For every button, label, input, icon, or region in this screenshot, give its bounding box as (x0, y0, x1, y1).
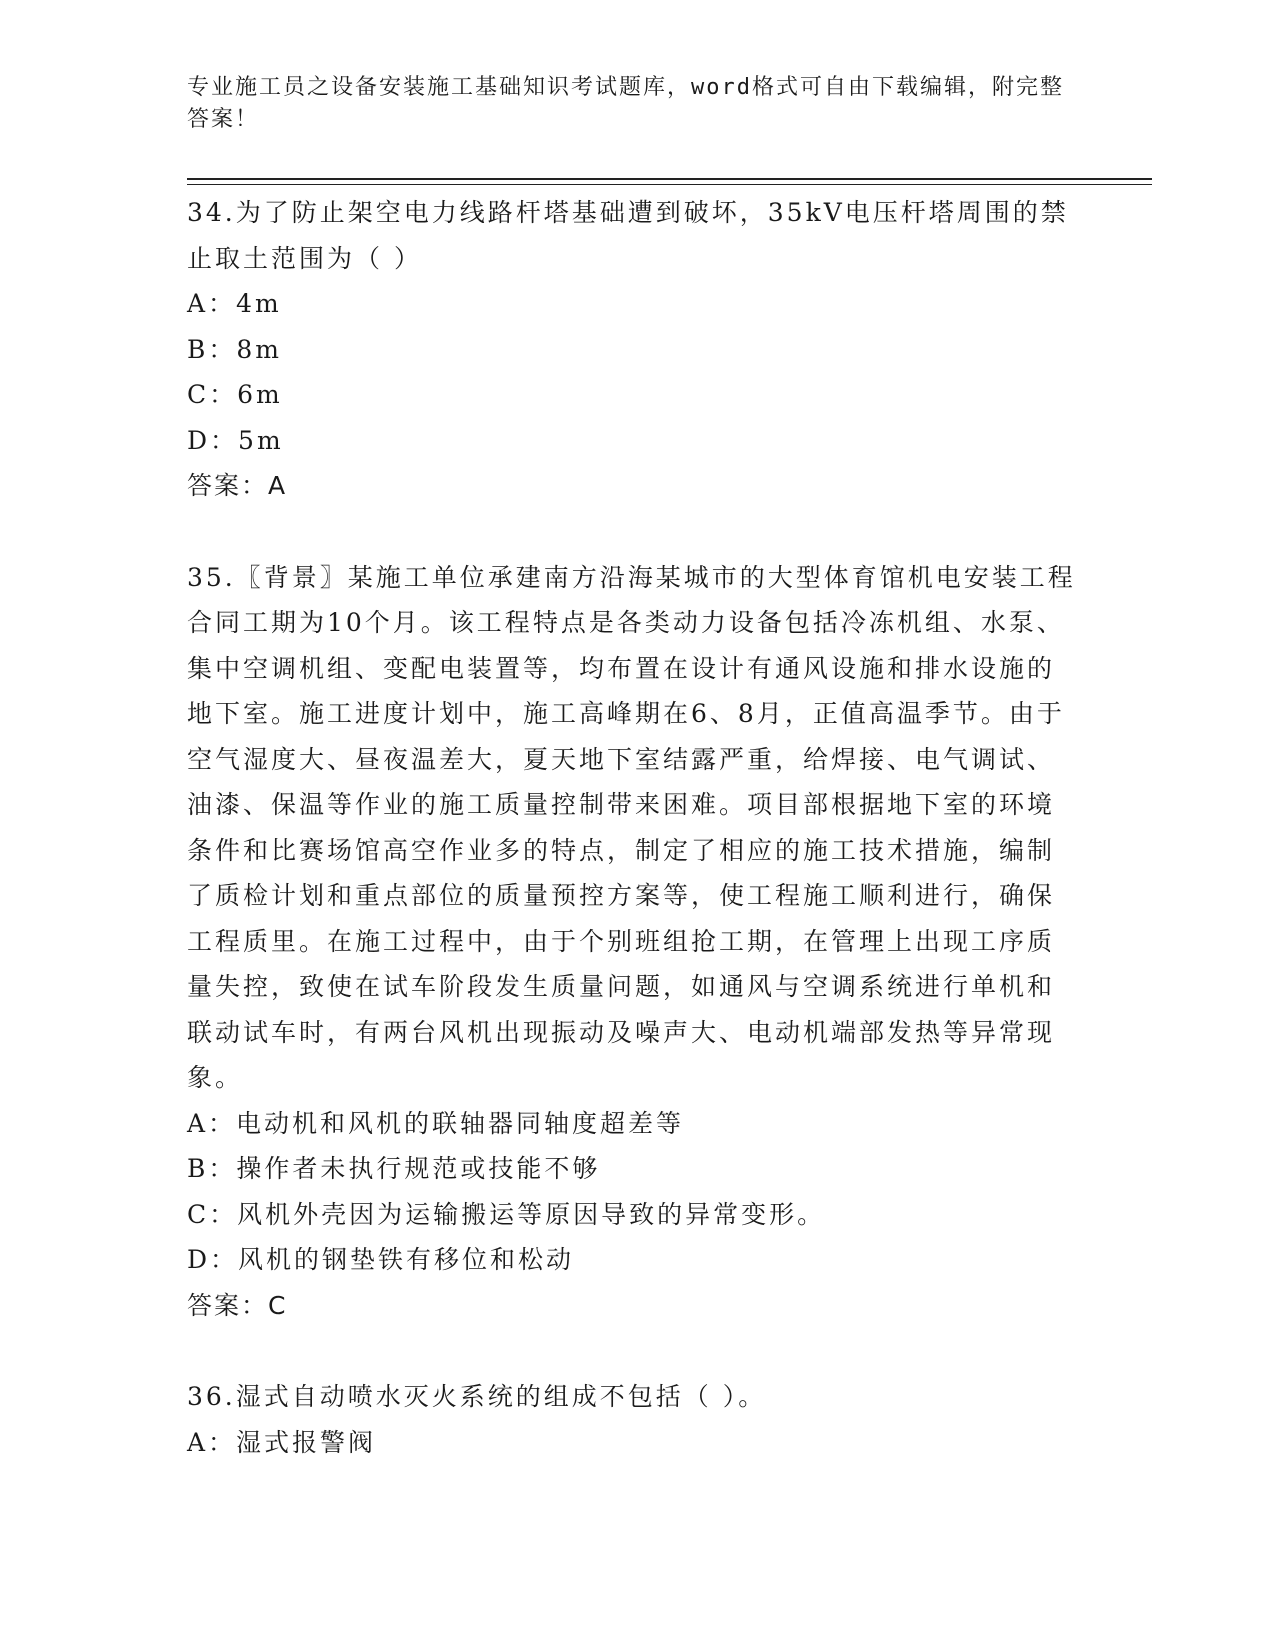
option-b: B：8m (187, 334, 282, 364)
page-header: 专业施工员之设备安装施工基础知识考试题库，word格式可自由下载编辑，附完整答案！ (187, 75, 1064, 132)
option-a: A：湿式报警阀 (187, 1427, 377, 1457)
question-spacer (187, 1328, 1077, 1374)
option-c: C：6m (187, 380, 283, 409)
question-spacer (187, 509, 1077, 555)
option-a: A：4m (187, 289, 282, 318)
question-stem: 34.为了防止架空电力线路杆塔基础遭到破坏，35kV电压杆塔周围的禁止取土范围为（ ） (187, 198, 1069, 273)
header-rule-thin (187, 184, 1152, 185)
answer-line: 答案：C (187, 1290, 288, 1320)
question-stem: 36.湿式自动喷水灭火系统的组成不包括（ ）。 (187, 1382, 767, 1411)
option-d: D：风机的钢垫铁有移位和松动 (187, 1245, 575, 1274)
option-d: D：5m (187, 425, 284, 455)
question-stem: 35.〖背景〗某施工单位承建南方沿海某城市的大型体育馆机电安装工程合同工期为10个月。该工程特点是各类动力设备包括冷冻机组、水泵、集中空调机组、变配电装置等，均布置在设计有通风设施和排水设施的地下室。施工进度计划中，施工高峰期在6、8月，正值高温季节。由于空气湿度大、昼夜温差大，夏天地下室结露严重，给焊接、电气调试、油漆、保温等作业的施工质量控制带来困难。项目部根据地下室的环境条件和比赛场馆高空作业多的特点，制定了相应的施工技术措施，编制了质检计划和重点部位的质量预控方案等，使工程施工顺利进行，确保工程质里。在施工过程中，由于个别班组抢工期，在管理上出现工序质量失控，致使在试车阶段发生质量问题，如通风与空调系统进行单机和联动试车时，有两台风机出现振动及噪声大、电动机端部发热等异常现象。 (187, 562, 1076, 1092)
option-b: B：操作者未执行规范或技能不够 (187, 1154, 601, 1183)
question-35 (187, 555, 1077, 1329)
answer-line: 答案：A (187, 471, 288, 500)
option-a: A：电动机和风机的联轴器同轴度超差等 (187, 1108, 685, 1138)
question-36 (187, 1374, 1077, 1465)
question-list (187, 190, 1077, 1465)
option-c: C：风机外壳因为运输搬运等原因导致的异常变形。 (187, 1199, 826, 1229)
header-rule-thick (187, 178, 1152, 180)
question-34 (187, 190, 1077, 509)
